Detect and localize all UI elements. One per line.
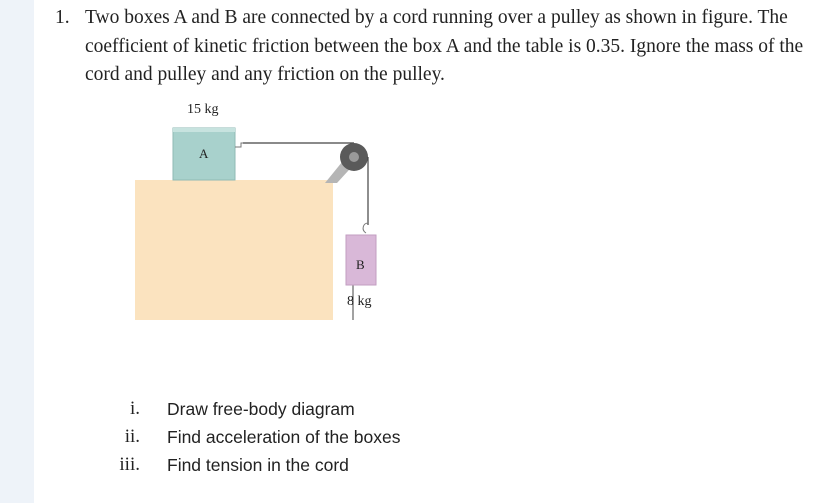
mass-b-label: 8 kg <box>347 294 372 309</box>
question-number: ii. <box>124 426 140 447</box>
problem-text: Two boxes A and B are connected by a cord running over a pulley as shown in figure. The coefficient of kinetic friction between the box A and the table is 0.35. Ignore the mass of the cord and pulley and any friction on the pulley. <box>85 7 804 85</box>
questions-list <box>100 395 400 479</box>
box-b-label: B <box>356 257 365 272</box>
pulley-figure <box>125 95 425 325</box>
question-item <box>100 395 400 423</box>
question-text: Draw free-body diagram <box>167 399 355 419</box>
question-item <box>100 423 400 451</box>
question-number: i. <box>129 398 140 419</box>
hook-b <box>363 223 368 233</box>
question-text: Find acceleration of the boxes <box>167 427 401 447</box>
problem-number: 1. <box>55 7 70 28</box>
problem-statement <box>55 4 825 90</box>
question-text: Find tension in the cord <box>167 455 349 475</box>
pulley-diagram <box>125 95 425 325</box>
mass-a-label: 15 kg <box>187 102 219 117</box>
question-number: iii. <box>119 454 140 475</box>
question-item <box>100 451 400 479</box>
hook-a <box>235 143 245 147</box>
box-a-label: A <box>199 146 209 161</box>
left-margin-bar <box>0 0 34 503</box>
table <box>135 180 333 320</box>
